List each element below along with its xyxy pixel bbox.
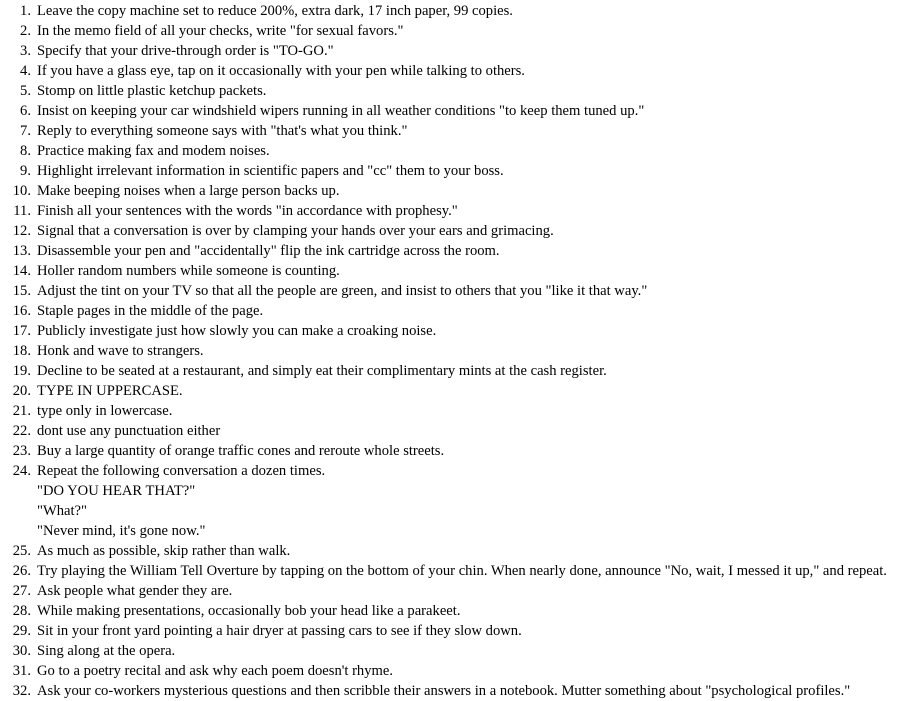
list-item-row [0, 41, 911, 61]
list-item-text: Sit in your front yard pointing a hair dryer at passing cars to see if they slow down. [37, 623, 522, 639]
list-item-row [0, 421, 911, 441]
list-item [0, 201, 911, 221]
list-item-number: 1. [20, 3, 31, 19]
list-item-number: 32. [12, 683, 31, 699]
list-item [0, 21, 911, 41]
list-item [0, 621, 911, 641]
list-item-row [0, 21, 911, 41]
list-item [0, 261, 911, 281]
list-item-row [0, 221, 911, 241]
list-item-number: 3. [20, 43, 31, 59]
list-item-row [0, 581, 911, 601]
list-item-text: Ask your co-workers mysterious questions and then scribble their answers in a notebook. Mutter something about "psychological profiles." [37, 683, 851, 699]
list-item-text: Make beeping noises when a large person backs up. [37, 183, 340, 199]
list-item-number: 19. [12, 363, 31, 379]
list-item-number: 22. [12, 423, 31, 439]
list-item-text: Decline to be seated at a restaurant, and simply eat their complimentary mints at the cash register. [37, 363, 607, 379]
list-item-number: 2. [20, 23, 31, 39]
list-item [0, 641, 911, 661]
list-item [0, 401, 911, 421]
list-item-text: Staple pages in the middle of the page. [37, 303, 264, 319]
list-item-text: Go to a poetry recital and ask why each poem doesn't rhyme. [37, 663, 394, 679]
list-item-number: 15. [12, 283, 31, 299]
list-item-row [0, 361, 911, 381]
list-item [0, 561, 911, 581]
list-item-number: 30. [12, 643, 31, 659]
list-item [0, 241, 911, 261]
list-item-text: Highlight irrelevant information in scientific papers and "cc" them to your boss. [37, 163, 504, 179]
list-item [0, 461, 911, 541]
list-item-text: Leave the copy machine set to reduce 200%, extra dark, 17 inch paper, 99 copies. [37, 3, 513, 19]
list-item-number: 27. [12, 583, 31, 599]
list-item-row [0, 561, 911, 581]
list-item-text: Ask people what gender they are. [37, 583, 233, 599]
list-item-number: 10. [12, 183, 31, 199]
list-item-number: 6. [20, 103, 31, 119]
list-item-text: Reply to everything someone says with "that's what you think." [37, 123, 408, 139]
list-item-number: 14. [12, 263, 31, 279]
list-item [0, 1, 911, 21]
list-item-number: 17. [12, 323, 31, 339]
list-item-text: Holler random numbers while someone is counting. [37, 263, 340, 279]
list-item-text: Stomp on little plastic ketchup packets. [37, 83, 267, 99]
list-item-row [0, 201, 911, 221]
list-item-row [0, 181, 911, 201]
list-item-subline: "Never mind, it's gone now." [37, 523, 206, 539]
list-item-text: While making presentations, occasionally bob your head like a parakeet. [37, 603, 461, 619]
list-item-row [0, 81, 911, 101]
list-item [0, 661, 911, 681]
list-item [0, 181, 911, 201]
list-item-row [0, 641, 911, 661]
list-item-number: 28. [12, 603, 31, 619]
list-item-number: 16. [12, 303, 31, 319]
list-item [0, 381, 911, 401]
list-item-row [0, 461, 911, 481]
list-item-number: 26. [12, 563, 31, 579]
list-item-number: 25. [12, 543, 31, 559]
list-item [0, 81, 911, 101]
list-item-number: 11. [13, 203, 31, 219]
list-item-text: In the memo field of all your checks, write "for sexual favors." [37, 23, 404, 39]
list-item-row [0, 281, 911, 301]
list-item-number: 7. [20, 123, 31, 139]
list-item-number: 9. [20, 163, 31, 179]
list-item-row [0, 261, 911, 281]
list-item-number: 13. [12, 243, 31, 259]
list-item-row [0, 621, 911, 641]
list-item-text: Adjust the tint on your TV so that all the people are green, and insist to others that you "like it that way." [37, 283, 648, 299]
numbered-list [0, 1, 911, 701]
list-item [0, 541, 911, 561]
list-item-text: Buy a large quantity of orange traffic cones and reroute whole streets. [37, 443, 445, 459]
list-item-row [0, 241, 911, 261]
list-item-number: 29. [12, 623, 31, 639]
list-item [0, 321, 911, 341]
list-item-text: Signal that a conversation is over by clamping your hands over your ears and grimacing. [37, 223, 554, 239]
list-item-number: 24. [12, 463, 31, 479]
list-item-text: Sing along at the opera. [37, 643, 176, 659]
list-item-number: 5. [20, 83, 31, 99]
list-item [0, 61, 911, 81]
list-item [0, 161, 911, 181]
list-item-subline: "DO YOU HEAR THAT?" [37, 483, 196, 499]
list-item [0, 301, 911, 321]
list-item-text: Publicly investigate just how slowly you can make a croaking noise. [37, 323, 437, 339]
list-item-text: Repeat the following conversation a dozen times. [37, 463, 326, 479]
list-item-subline: "What?" [37, 503, 87, 519]
list-item-number: 21. [12, 403, 31, 419]
list-item-text: type only in lowercase. [37, 403, 173, 419]
list-item-text: TYPE IN UPPERCASE. [37, 383, 183, 399]
list-item [0, 581, 911, 601]
list-item-text: Finish all your sentences with the words "in accordance with prophesy." [37, 203, 458, 219]
list-item [0, 281, 911, 301]
list-item [0, 41, 911, 61]
list-item-text: Practice making fax and modem noises. [37, 143, 270, 159]
list-item-text: dont use any punctuation either [37, 423, 221, 439]
list-item-text: Insist on keeping your car windshield wipers running in all weather conditions "to keep them tuned up." [37, 103, 645, 119]
list-item-number: 8. [20, 143, 31, 159]
list-item-row [0, 601, 911, 621]
list-item-number: 20. [12, 383, 31, 399]
list-item-row [0, 381, 911, 401]
list-item [0, 361, 911, 381]
list-item-text: Specify that your drive-through order is "TO-GO." [37, 43, 334, 59]
list-item-row [0, 101, 911, 121]
list-item-row [0, 61, 911, 81]
list-item-number: 4. [20, 63, 31, 79]
list-item [0, 601, 911, 621]
list-item [0, 101, 911, 121]
list-item-row [0, 681, 911, 701]
list-item [0, 121, 911, 141]
list-item-text: Try playing the William Tell Overture by tapping on the bottom of your chin. When nearly done, announce "No, wait, I messed it up," and repeat. [37, 563, 887, 579]
list-item-row [0, 661, 911, 681]
list-item-row [0, 401, 911, 421]
list-item-row [0, 301, 911, 321]
list-item-text: If you have a glass eye, tap on it occasionally with your pen while talking to others. [37, 63, 525, 79]
list-item [0, 141, 911, 161]
list-item-row [0, 141, 911, 161]
list-item [0, 681, 911, 701]
list-item-row [0, 161, 911, 181]
list-item [0, 441, 911, 461]
list-item-number: 12. [12, 223, 31, 239]
list-item-row [0, 441, 911, 461]
list-item-row [0, 121, 911, 141]
list-item-text: As much as possible, skip rather than walk. [37, 543, 291, 559]
list-item-row [0, 321, 911, 341]
list-item-row [0, 1, 911, 21]
list-item-number: 23. [12, 443, 31, 459]
list-item-number: 18. [12, 343, 31, 359]
list-item-text: Honk and wave to strangers. [37, 343, 204, 359]
list-item-number: 31. [12, 663, 31, 679]
list-item-row [0, 541, 911, 561]
list-item [0, 341, 911, 361]
list-item [0, 221, 911, 241]
list-item-text: Disassemble your pen and "accidentally" flip the ink cartridge across the room. [37, 243, 500, 259]
list-item-row [0, 341, 911, 361]
list-item [0, 421, 911, 441]
